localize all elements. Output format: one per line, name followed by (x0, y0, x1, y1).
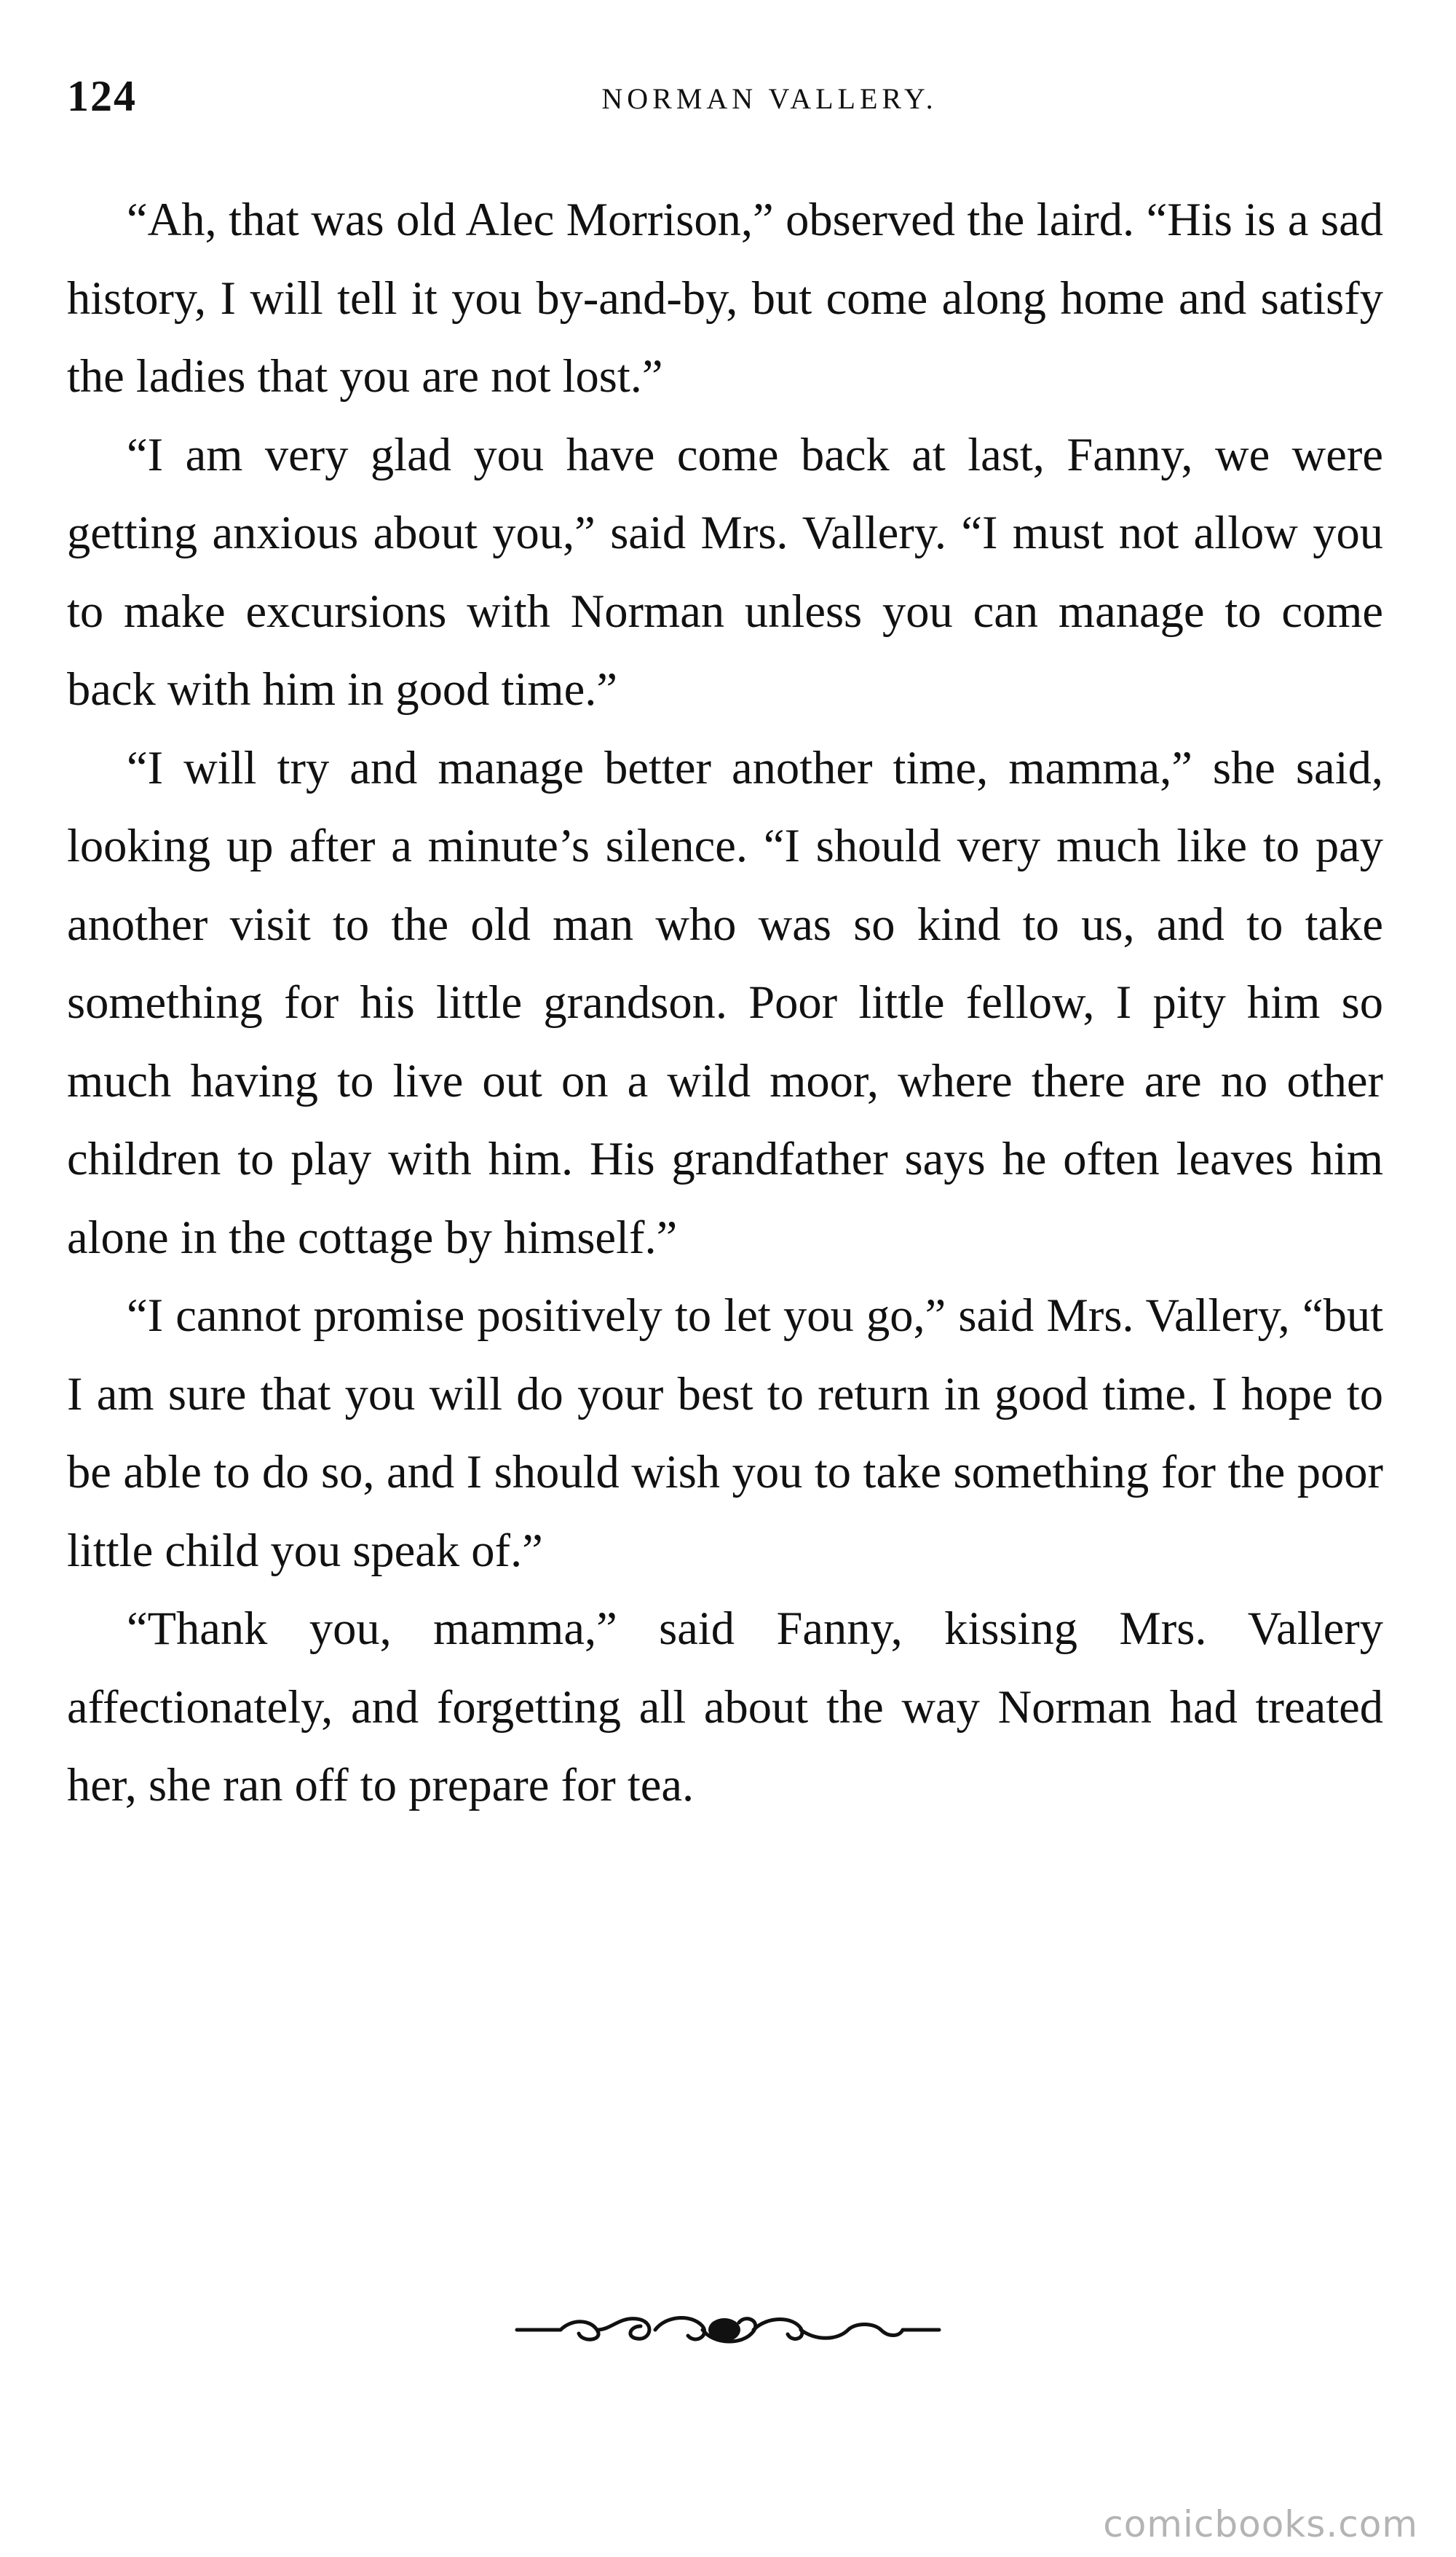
body-text (67, 181, 1383, 1825)
flourish-ornament-icon (510, 2301, 946, 2359)
paragraph: “I cannot promise positively to let you go,” said Mrs. Vallery, “but I am sure that you will do your best to return in good time. I hope to be able to do so, and I should wish you to take something for the poor little child you speak of.” (67, 1289, 1383, 1576)
running-title: NORMAN VALLERY. (601, 82, 938, 115)
paragraph: “Thank you, mamma,” said Fanny, kissing Mrs. Vallery affectionately, and forgetting all about the way Norman had treated her, she ran off to prepare for tea. (67, 1602, 1383, 1811)
paragraph: “I am very glad you have come back at last, Fanny, we were getting anxious about you,” said Mrs. Vallery. “I must not allow you to make excursions with Norman unless you can manage to come back with him in good time.” (67, 428, 1383, 715)
page-header (67, 71, 1392, 130)
page-number: 124 (67, 72, 137, 120)
paragraph: “I will try and manage better another time, mamma,” she said, looking up after a minute’s silence. “I should very much like to pay another visit to the old man who was so kind to us, and to take something for his little grandson. Poor little fellow, I pity him so much having to live out on a wild moor, where there are no other children to play with him. His grandfather says he often leaves him alone in the cottage by himself.” (67, 741, 1383, 1263)
watermark: comicbooks.com (1103, 2503, 1418, 2545)
paragraph: “Ah, that was old Alec Morrison,” observed the laird. “His is a sad history, I will tell it you by-and-by, but come along home and satisfy the ladies that you are not lost.” (67, 194, 1383, 402)
